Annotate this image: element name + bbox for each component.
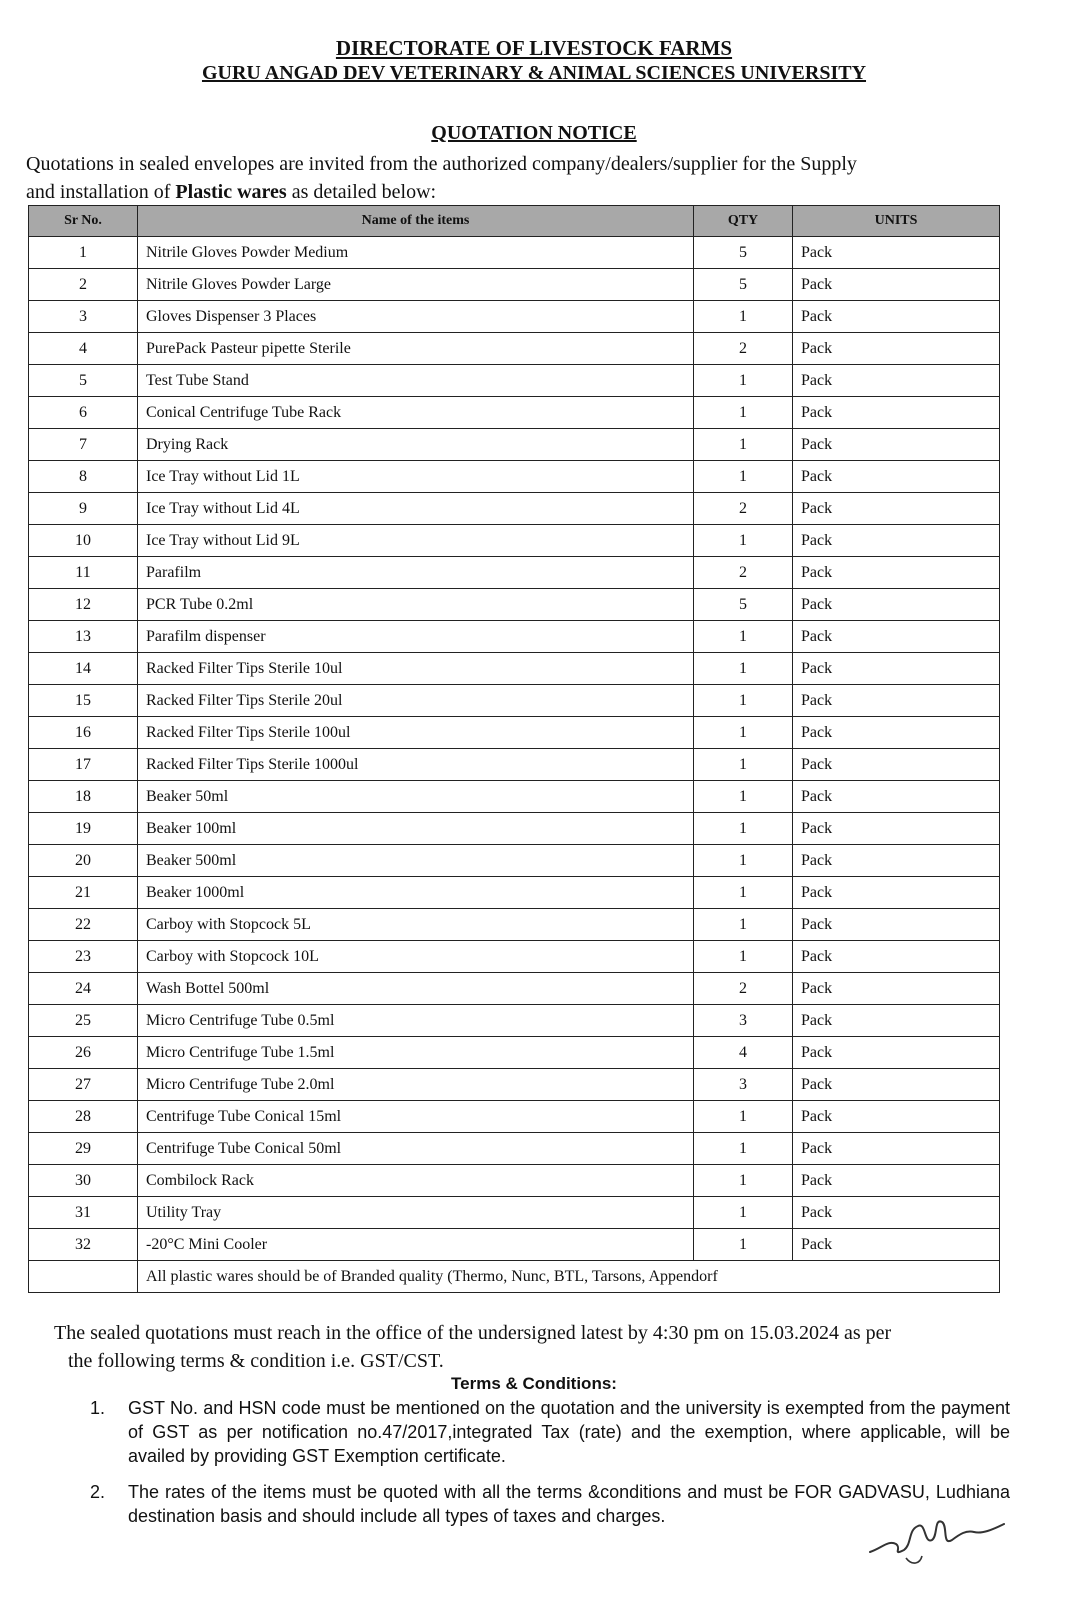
unit-cell: Pack	[793, 909, 1000, 941]
qty-cell: 1	[694, 365, 793, 397]
item-name-cell: Micro Centrifuge Tube 0.5ml	[138, 1005, 694, 1037]
directorate-heading: DIRECTORATE OF LIVESTOCK FARMS	[335, 36, 733, 60]
table-row	[29, 1165, 1000, 1197]
sr-cell: 11	[29, 557, 138, 589]
table-row	[29, 269, 1000, 301]
table-row	[29, 877, 1000, 909]
sr-cell: 28	[29, 1101, 138, 1133]
table-row	[29, 653, 1000, 685]
header-sr: Sr No.	[29, 206, 138, 237]
unit-cell: Pack	[793, 1229, 1000, 1261]
item-name-cell: Micro Centrifuge Tube 1.5ml	[138, 1037, 694, 1069]
table-row	[29, 621, 1000, 653]
item-name-cell: Racked Filter Tips Sterile 20ul	[138, 685, 694, 717]
qty-cell: 1	[694, 301, 793, 333]
item-name-cell: PurePack Pasteur pipette Sterile	[138, 333, 694, 365]
table-row	[29, 1133, 1000, 1165]
signature-mark	[862, 1500, 1012, 1570]
table-row	[29, 493, 1000, 525]
sr-cell: 13	[29, 621, 138, 653]
sr-cell: 2	[29, 269, 138, 301]
item-name-cell: Wash Bottel 500ml	[138, 973, 694, 1005]
sr-cell: 8	[29, 461, 138, 493]
item-name-cell: Beaker 500ml	[138, 845, 694, 877]
qty-cell: 1	[694, 621, 793, 653]
intro-bold-item: Plastic wares	[175, 181, 287, 203]
qty-cell: 1	[694, 397, 793, 429]
qty-cell: 1	[694, 1229, 793, 1261]
qty-cell: 3	[694, 1005, 793, 1037]
qty-cell: 1	[694, 1133, 793, 1165]
item-name-cell: Racked Filter Tips Sterile 1000ul	[138, 749, 694, 781]
note-row	[29, 1261, 1000, 1293]
note-empty-cell	[29, 1261, 138, 1293]
qty-cell: 1	[694, 1101, 793, 1133]
item-name-cell: Utility Tray	[138, 1197, 694, 1229]
item-name-cell: Drying Rack	[138, 429, 694, 461]
header-qty: QTY	[694, 206, 793, 237]
sr-cell: 3	[29, 301, 138, 333]
item-name-cell: Micro Centrifuge Tube 2.0ml	[138, 1069, 694, 1101]
unit-cell: Pack	[793, 1037, 1000, 1069]
unit-cell: Pack	[793, 1005, 1000, 1037]
unit-cell: Pack	[793, 237, 1000, 269]
qty-cell: 1	[694, 429, 793, 461]
unit-cell: Pack	[793, 557, 1000, 589]
table-row	[29, 1037, 1000, 1069]
sr-cell: 26	[29, 1037, 138, 1069]
table-row	[29, 1229, 1000, 1261]
item-name-cell: Parafilm dispenser	[138, 621, 694, 653]
table-row	[29, 813, 1000, 845]
table-row	[29, 685, 1000, 717]
item-name-cell: Centrifuge Tube Conical 15ml	[138, 1101, 694, 1133]
terms-title: Terms & Conditions:	[451, 1374, 617, 1393]
qty-cell: 1	[694, 845, 793, 877]
unit-cell: Pack	[793, 845, 1000, 877]
qty-cell: 5	[694, 269, 793, 301]
qty-cell: 2	[694, 333, 793, 365]
unit-cell: Pack	[793, 1197, 1000, 1229]
sr-cell: 9	[29, 493, 138, 525]
item-name-cell: Nitrile Gloves Powder Medium	[138, 237, 694, 269]
item-name-cell: Parafilm	[138, 557, 694, 589]
condition-text: The rates of the items must be quoted with all the terms &conditions and must be FOR GADVASU, Ludhiana destination basis and should include all types of taxes and charges.	[128, 1482, 1010, 1526]
qty-cell: 1	[694, 749, 793, 781]
item-name-cell: Test Tube Stand	[138, 365, 694, 397]
qty-cell: 1	[694, 1197, 793, 1229]
unit-cell: Pack	[793, 1101, 1000, 1133]
table-row	[29, 237, 1000, 269]
unit-cell: Pack	[793, 653, 1000, 685]
items-table	[28, 205, 1000, 1293]
sr-cell: 22	[29, 909, 138, 941]
item-name-cell: Beaker 100ml	[138, 813, 694, 845]
deadline-line-2: the following terms & condition i.e. GST/CST.	[68, 1350, 444, 1372]
table-header-row	[29, 206, 1000, 237]
sr-cell: 5	[29, 365, 138, 397]
qty-cell: 1	[694, 909, 793, 941]
sr-cell: 10	[29, 525, 138, 557]
sr-cell: 20	[29, 845, 138, 877]
condition-1	[90, 1396, 1010, 1474]
sr-cell: 16	[29, 717, 138, 749]
table-row	[29, 973, 1000, 1005]
sr-cell: 27	[29, 1069, 138, 1101]
table-row	[29, 1197, 1000, 1229]
unit-cell: Pack	[793, 365, 1000, 397]
sr-cell: 29	[29, 1133, 138, 1165]
table-row	[29, 429, 1000, 461]
sr-cell: 15	[29, 685, 138, 717]
item-name-cell: Ice Tray without Lid 1L	[138, 461, 694, 493]
sr-cell: 14	[29, 653, 138, 685]
item-name-cell: Nitrile Gloves Powder Large	[138, 269, 694, 301]
table-row	[29, 749, 1000, 781]
table-row	[29, 717, 1000, 749]
item-name-cell: Centrifuge Tube Conical 50ml	[138, 1133, 694, 1165]
table-row	[29, 333, 1000, 365]
qty-cell: 1	[694, 717, 793, 749]
table-row	[29, 365, 1000, 397]
notice-title: QUOTATION NOTICE	[431, 122, 637, 144]
sr-cell: 21	[29, 877, 138, 909]
sr-cell: 32	[29, 1229, 138, 1261]
condition-number: 2.	[90, 1482, 106, 1502]
sr-cell: 6	[29, 397, 138, 429]
unit-cell: Pack	[793, 1133, 1000, 1165]
item-name-cell: Beaker 50ml	[138, 781, 694, 813]
qty-cell: 1	[694, 877, 793, 909]
qty-cell: 5	[694, 589, 793, 621]
item-name-cell: Combilock Rack	[138, 1165, 694, 1197]
qty-cell: 1	[694, 941, 793, 973]
table-row	[29, 589, 1000, 621]
qty-cell: 1	[694, 525, 793, 557]
unit-cell: Pack	[793, 1165, 1000, 1197]
sr-cell: 25	[29, 1005, 138, 1037]
table-row	[29, 845, 1000, 877]
unit-cell: Pack	[793, 813, 1000, 845]
qty-cell: 1	[694, 813, 793, 845]
item-name-cell: Racked Filter Tips Sterile 100ul	[138, 717, 694, 749]
unit-cell: Pack	[793, 493, 1000, 525]
unit-cell: Pack	[793, 973, 1000, 1005]
header-units: UNITS	[793, 206, 1000, 237]
sr-cell: 31	[29, 1197, 138, 1229]
qty-cell: 1	[694, 653, 793, 685]
table-row	[29, 909, 1000, 941]
deadline-line-1: The sealed quotations must reach in the office of the undersigned latest by 4:30 pm on 15.03.2024 as per	[54, 1322, 892, 1344]
item-name-cell: Gloves Dispenser 3 Places	[138, 301, 694, 333]
unit-cell: Pack	[793, 941, 1000, 973]
sr-cell: 12	[29, 589, 138, 621]
table-row	[29, 525, 1000, 557]
table-row	[29, 397, 1000, 429]
qty-cell: 5	[694, 237, 793, 269]
item-name-cell: Ice Tray without Lid 9L	[138, 525, 694, 557]
university-heading: GURU ANGAD DEV VETERINARY & ANIMAL SCIENCES UNIVERSITY	[201, 62, 867, 84]
sr-cell: 17	[29, 749, 138, 781]
header-name: Name of the items	[138, 206, 694, 237]
qty-cell: 3	[694, 1069, 793, 1101]
intro-prefix: and installation of	[26, 181, 176, 203]
qty-cell: 2	[694, 557, 793, 589]
sr-cell: 7	[29, 429, 138, 461]
table-row	[29, 1069, 1000, 1101]
sr-cell: 24	[29, 973, 138, 1005]
unit-cell: Pack	[793, 781, 1000, 813]
item-name-cell: Conical Centrifuge Tube Rack	[138, 397, 694, 429]
item-name-cell: Beaker 1000ml	[138, 877, 694, 909]
unit-cell: Pack	[793, 429, 1000, 461]
sr-cell: 18	[29, 781, 138, 813]
sr-cell: 19	[29, 813, 138, 845]
sr-cell: 1	[29, 237, 138, 269]
item-name-cell: Ice Tray without Lid 4L	[138, 493, 694, 525]
unit-cell: Pack	[793, 717, 1000, 749]
table-row	[29, 781, 1000, 813]
item-name-cell: Carboy with Stopcock 10L	[138, 941, 694, 973]
unit-cell: Pack	[793, 1069, 1000, 1101]
intro-suffix: as detailed below:	[286, 181, 437, 203]
unit-cell: Pack	[793, 589, 1000, 621]
unit-cell: Pack	[793, 301, 1000, 333]
item-name-cell: Carboy with Stopcock 5L	[138, 909, 694, 941]
unit-cell: Pack	[793, 269, 1000, 301]
table-body	[29, 237, 1000, 1261]
item-name-cell: -20°C Mini Cooler	[138, 1229, 694, 1261]
condition-text: GST No. and HSN code must be mentioned on the quotation and the university is exempted from the payment of GST as per notification no.47/2017,integrated Tax (rate) and the exemption, where applicable, will be availed by providing GST Exemption certificate.	[128, 1398, 1010, 1466]
sr-cell: 30	[29, 1165, 138, 1197]
unit-cell: Pack	[793, 461, 1000, 493]
unit-cell: Pack	[793, 525, 1000, 557]
qty-cell: 1	[694, 461, 793, 493]
unit-cell: Pack	[793, 621, 1000, 653]
qty-cell: 1	[694, 781, 793, 813]
intro-line-2	[26, 178, 1006, 206]
qty-cell: 1	[694, 1165, 793, 1197]
unit-cell: Pack	[793, 749, 1000, 781]
sr-cell: 4	[29, 333, 138, 365]
table-row	[29, 557, 1000, 589]
sr-cell: 23	[29, 941, 138, 973]
unit-cell: Pack	[793, 333, 1000, 365]
qty-cell: 2	[694, 493, 793, 525]
table-row	[29, 301, 1000, 333]
table-row	[29, 941, 1000, 973]
unit-cell: Pack	[793, 397, 1000, 429]
table-row	[29, 1005, 1000, 1037]
qty-cell: 2	[694, 973, 793, 1005]
condition-number: 1.	[90, 1398, 106, 1418]
item-name-cell: PCR Tube 0.2ml	[138, 589, 694, 621]
branded-quality-note: All plastic wares should be of Branded quality (Thermo, Nunc, BTL, Tarsons, Appendorf	[138, 1261, 1000, 1293]
unit-cell: Pack	[793, 877, 1000, 909]
table-row	[29, 1101, 1000, 1133]
unit-cell: Pack	[793, 685, 1000, 717]
item-name-cell: Racked Filter Tips Sterile 10ul	[138, 653, 694, 685]
table-row	[29, 461, 1000, 493]
qty-cell: 1	[694, 685, 793, 717]
qty-cell: 4	[694, 1037, 793, 1069]
intro-line-1: Quotations in sealed envelopes are invited from the authorized company/dealers/supplier for the Supply	[26, 153, 857, 175]
